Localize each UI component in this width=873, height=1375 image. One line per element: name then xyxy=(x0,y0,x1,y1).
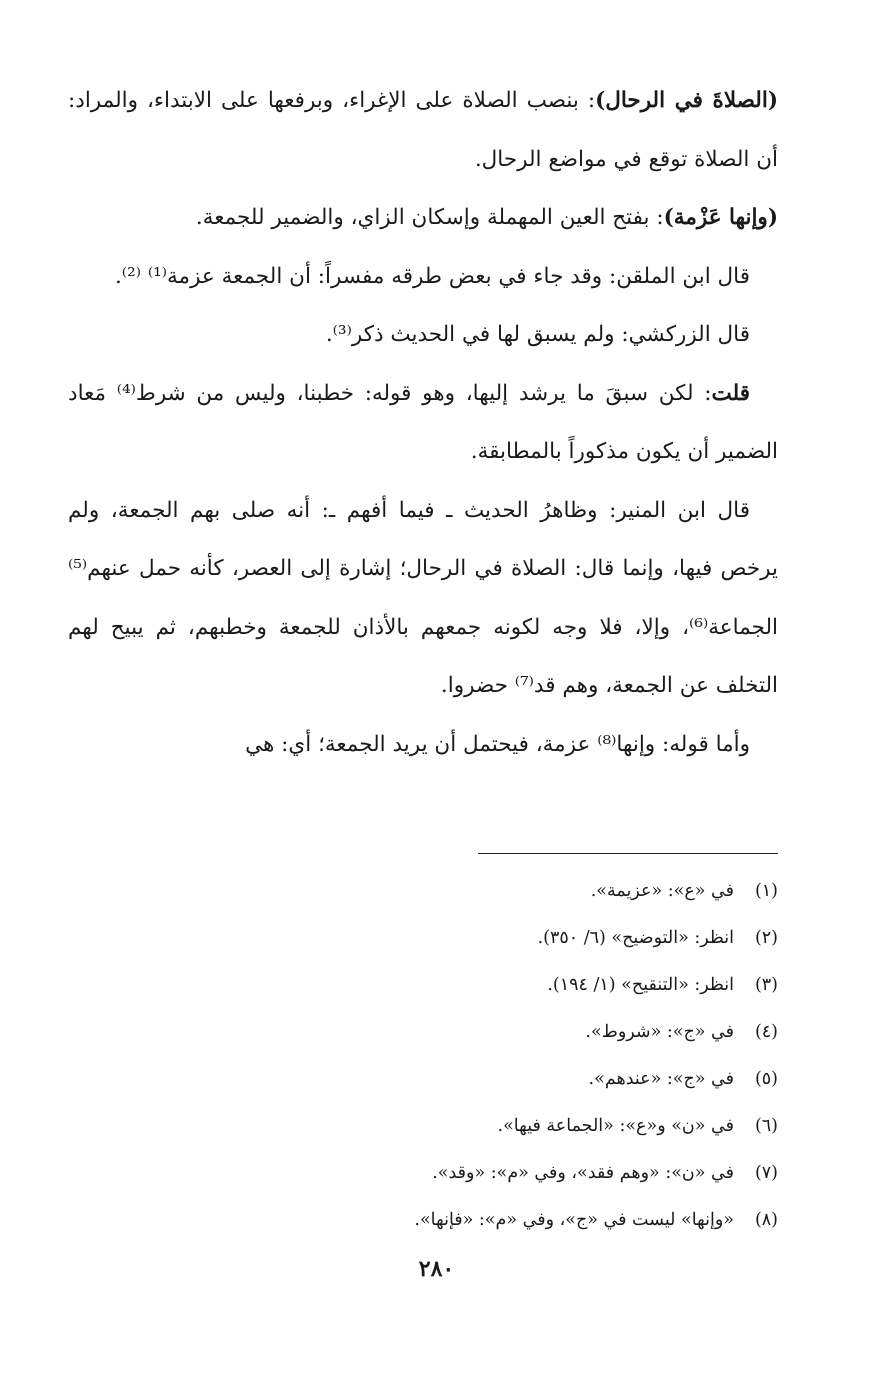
paragraph xyxy=(68,365,778,482)
paragraph xyxy=(68,306,778,365)
footnote xyxy=(58,915,778,962)
paragraph-text: وأما قوله: وإنها⁽⁸⁾ عزمة، فيحتمل أن يريد الجمعة؛ أي: هي xyxy=(245,731,750,757)
footnote-text: «وإنها» ليست في «ج»، وفي «م»: «فإنها». xyxy=(414,1210,734,1230)
paragraph-lead: (الصلاةَ في الرحال) xyxy=(595,88,778,113)
paragraph-text: : بنصب الصلاة على الإغراء، وبرفعها على الابتداء، والمراد: أن الصلاة توقع في مواضع الرحال. xyxy=(68,88,778,172)
footnote-number: (٨) xyxy=(754,1210,778,1230)
footnote-number: (٣) xyxy=(754,975,778,995)
main-text xyxy=(68,72,778,774)
footnote xyxy=(58,1150,778,1197)
paragraph-text: قال الزركشي: ولم يسبق لها في الحديث ذكر⁽³⁾. xyxy=(325,322,750,347)
footnote xyxy=(58,1009,778,1056)
footnotes xyxy=(58,868,778,1244)
paragraph-text: قال ابن المنير: وظاهرُ الحديث ـ فيما أفهم ـ: أنه صلى بهم الجمعة، ولم يرخص فيها، وإنما قال: الصلاة في الرحال؛ إشارة إلى العصر، كأنه حمل عنهم⁽⁵⁾ الجماعة⁽⁶⁾، وإلا، فلا وجه لكونه جمعهم بالأذان للجمعة وخطبهم، ثم يبيح لهم التخلف عن الجمعة، وهم قد⁽⁷⁾ حضروا. xyxy=(68,497,778,698)
footnote xyxy=(58,1056,778,1103)
footnote-text: في «ع»: «عزيمة». xyxy=(590,881,734,901)
footnote-number: (١) xyxy=(754,881,778,901)
footnote-separator xyxy=(478,853,778,854)
footnote xyxy=(58,868,778,915)
footnote-text: في «ج»: «عندهم». xyxy=(588,1069,734,1089)
paragraph xyxy=(68,248,778,307)
paragraph-text: : لكن سبقَ ما يرشد إليها، وهو قوله: خطبنا، وليس من شرط⁽⁴⁾ مَعاد الضمير أن يكون مذكوراً بالمطابقة. xyxy=(68,380,778,464)
footnote-number: (٥) xyxy=(754,1069,778,1089)
paragraph-lead: (وإنها عَزْمة) xyxy=(663,205,778,230)
footnote xyxy=(58,1197,778,1244)
paragraph xyxy=(68,482,778,716)
paragraph xyxy=(68,72,778,189)
footnote-number: (٤) xyxy=(754,1022,778,1042)
footnote-text: انظر: «التوضيح» (٦/ ٣٥٠). xyxy=(537,928,734,948)
paragraph-lead: قلت xyxy=(711,380,750,406)
footnote xyxy=(58,962,778,1009)
paragraph xyxy=(68,716,778,775)
footnote-text: في «ج»: «شروط». xyxy=(585,1022,734,1042)
footnote xyxy=(58,1103,778,1150)
paragraph-text: قال ابن الملقن: وقد جاء في بعض طرقه مفسراً: أن الجمعة عزمة⁽¹⁾ ⁽²⁾. xyxy=(114,263,750,289)
footnote-number: (٢) xyxy=(754,928,778,948)
footnote-text: في «ن»: «وهم فقد»، وفي «م»: «وقد». xyxy=(432,1163,734,1183)
footnote-number: (٦) xyxy=(754,1116,778,1136)
footnote-text: انظر: «التنقيح» (١/ ١٩٤). xyxy=(547,975,734,995)
page-number: ٢٨٠ xyxy=(418,1256,455,1282)
paragraph-text: : بفتح العين المهملة وإسكان الزاي، والضمير للجمعة. xyxy=(195,205,664,230)
footnote-text: في «ن» و«ع»: «الجماعة فيها». xyxy=(497,1116,734,1136)
paragraph xyxy=(68,189,778,248)
footnote-number: (٧) xyxy=(754,1163,778,1183)
